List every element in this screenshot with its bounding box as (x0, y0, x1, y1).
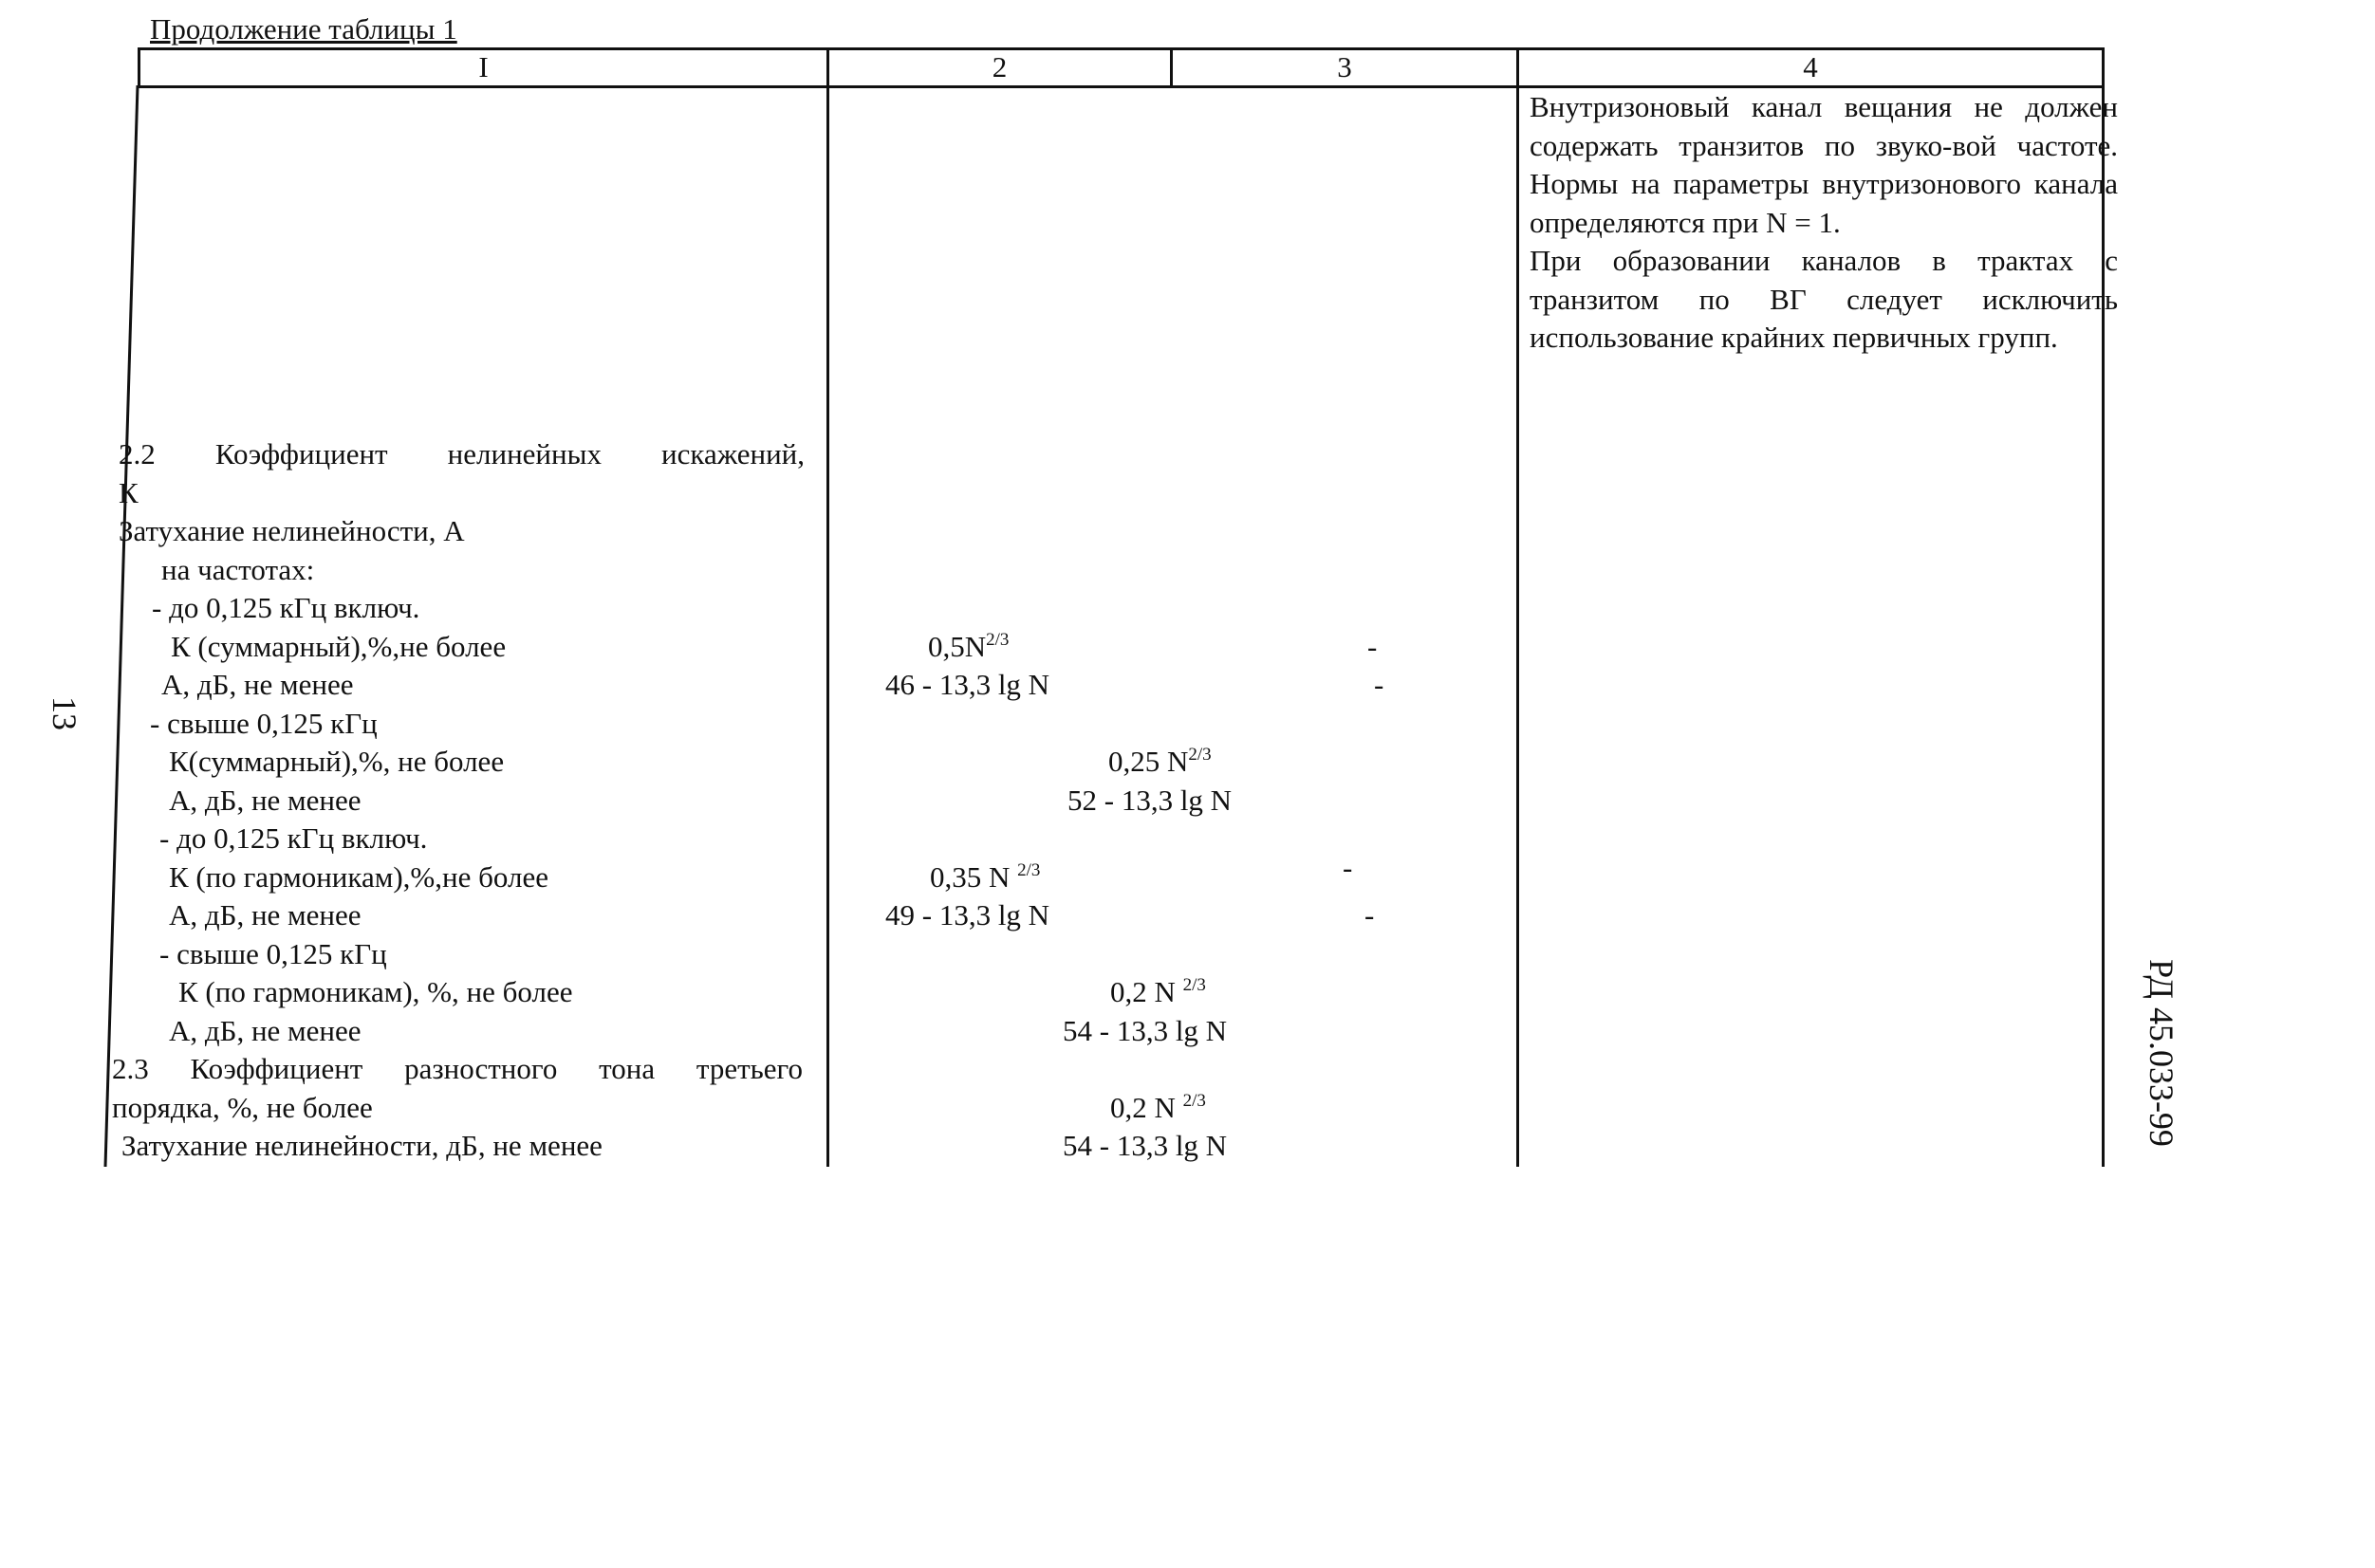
col1-line: К(суммарный),%, не более (169, 745, 505, 778)
col2-value: 46 - 13,3 lg N (885, 668, 1050, 701)
col-divider-1-2 (826, 47, 829, 1167)
page-number: 13 (46, 696, 83, 730)
col1-line: - до 0,125 кГц включ. (159, 821, 428, 855)
document-code: РД 45.033-99 (2143, 959, 2180, 1147)
column-4-note (1530, 88, 2118, 358)
col1-line: - свыше 0,125 кГц (159, 937, 387, 970)
col-divider-3-4 (1516, 47, 1519, 1167)
col1-line: - до 0,125 кГц включ. (152, 591, 420, 624)
header-col-3: 3 (1337, 50, 1352, 83)
header-col-2: 2 (992, 50, 1008, 83)
col1-line: К (119, 476, 139, 509)
col2-value: $0,5N^{2/3}$ (928, 630, 1010, 663)
table-caption: Продолжение таблицы 1 (150, 12, 457, 46)
col2-value: 0,2 N $^{2/3}$ (1110, 1091, 1206, 1124)
col1-line: К (по гармоникам),%,не более (169, 860, 548, 894)
col3-dash: - (1367, 630, 1378, 663)
col1-line: А, дБ, не менее (161, 668, 354, 701)
col1-line: А, дБ, не менее (169, 1014, 362, 1047)
col1-line: А, дБ, не менее (169, 898, 362, 932)
col1-line: А, дБ, не менее (169, 784, 362, 817)
col3-dash: - (1374, 668, 1384, 701)
col1-line: К (по гармоникам), %, не более (178, 975, 573, 1008)
col2-value: 0,2 N $^{2/3}$ (1110, 975, 1206, 1008)
col3-dash: - (1343, 851, 1353, 884)
col2-value: 54 - 13,3 lg N (1063, 1014, 1228, 1047)
note-paragraph: При образовании каналов в трактах с транзитом по ВГ следует исключить использование крайних первичных групп. (1530, 244, 2118, 354)
col1-line: Затухание нелинейности, дБ, не менее (121, 1129, 603, 1162)
col3-dash: - (1364, 898, 1375, 932)
col1-line: Затухание нелинейности, А (119, 514, 465, 547)
col1-line: на частотах: (161, 553, 315, 586)
col2-value: 52 - 13,3 lg N (1067, 784, 1233, 817)
header-col-1: I (478, 50, 489, 83)
col1-line: порядка, %, не более (112, 1091, 373, 1124)
col2-value: 0,35 N $^{2/3}$ (930, 860, 1041, 894)
note-paragraph: Внутризоновый канал вещания не должен содержать транзитов по звуко-вой частоте. Нормы на параметры внутризонового канала определяются при N = 1. (1530, 90, 2118, 239)
col2-value: 49 - 13,3 lg N (885, 898, 1050, 932)
left-border (103, 85, 139, 1167)
col1-line: - свыше 0,125 кГц (150, 707, 378, 740)
col1-line: 2.3 Коэффициент разностного тона третьего (112, 1052, 803, 1085)
col1-line: К (суммарный),%,не более (171, 630, 507, 663)
header-col-4: 4 (1803, 50, 1818, 83)
col1-line: 2.2 Коэффициент нелинейных искажений, (119, 437, 805, 470)
col2-value: 54 - 13,3 lg N (1063, 1129, 1228, 1162)
col2-value: 0,25 $N^{2/3}$ (1108, 745, 1212, 778)
